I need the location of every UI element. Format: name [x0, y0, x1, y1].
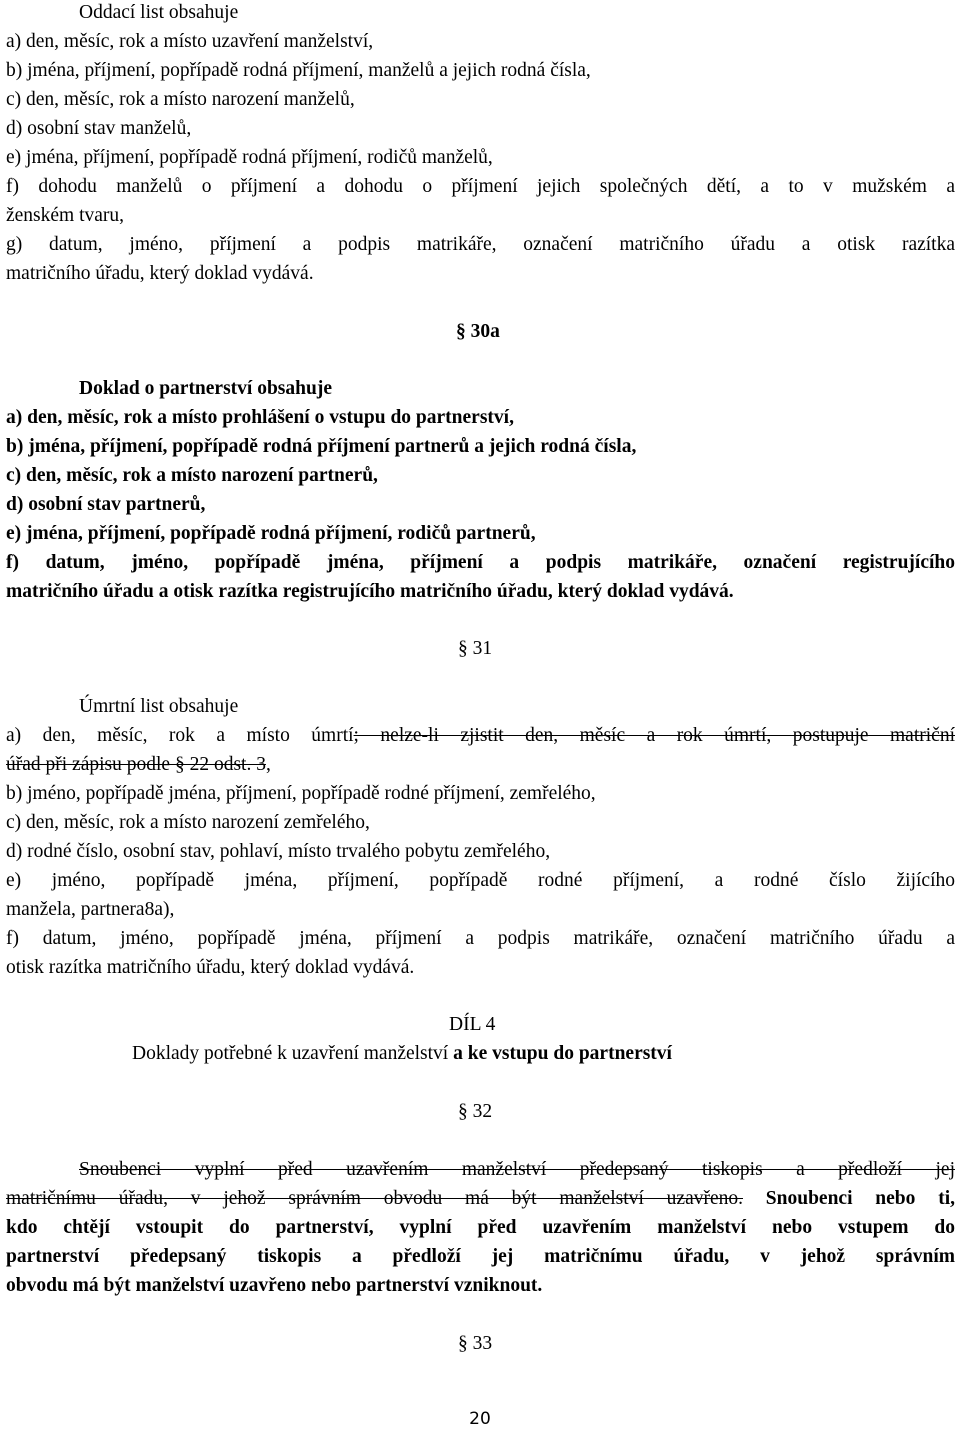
- partnership-item-b: b) jména, příjmení, popřípadě rodná příjmení partnerů a jejich rodná čísla,: [6, 436, 637, 457]
- marriage-item-g-line1: g) datum, jméno, příjmení a podpis matrikáře, označení matričního úřadu a otisk razítka: [6, 234, 955, 255]
- death-item-a-struck-text: ; nelze-li zjistit den, měsíc a rok úmrtí, postupuje matriční: [353, 725, 955, 746]
- part-4-subtitle-plain: Doklady potřebné k uzavření manželství: [132, 1043, 449, 1064]
- death-item-d: d) rodné číslo, osobní stav, pohlaví, místo trvalého pobytu zemřelého,: [6, 841, 551, 862]
- partnership-item-e: e) jména, příjmení, popřípadě rodná příjmení, rodičů partnerů,: [6, 523, 536, 544]
- page-number: 20: [469, 1409, 491, 1429]
- part-4-subtitle: [132, 1043, 672, 1065]
- death-item-a-text: a) den, měsíc, rok a místo úmrtí: [6, 725, 354, 746]
- death-item-e-line1: e) jméno, popřípadě jména, příjmení, popřípadě rodné příjmení, a rodné číslo žijícího: [6, 870, 955, 891]
- death-item-b: b) jméno, popřípadě jména, příjmení, popřípadě rodné příjmení, zemřelého,: [6, 783, 596, 804]
- death-item-a-line2: [6, 754, 271, 776]
- death-item-c: c) den, měsíc, rok a místo narození zemřelého,: [6, 812, 370, 833]
- section-32-line3: kdo chtějí vstoupit do partnerství, vyplní před uzavřením manželství nebo vstupem do: [6, 1217, 955, 1238]
- marriage-item-e: e) jména, příjmení, popřípadě rodná příjmení, rodičů manželů,: [6, 147, 493, 168]
- death-item-e-line2: manžela, partnera8a),: [6, 899, 175, 920]
- partnership-item-d: d) osobní stav partnerů,: [6, 494, 206, 515]
- section-32-line4: partnerství předepsaný tiskopis a předloží jej matričnímu úřadu, v jehož správním: [6, 1246, 955, 1267]
- death-extract-heading: Úmrtní list obsahuje: [79, 696, 239, 717]
- section-31-number: § 31: [458, 638, 493, 659]
- marriage-item-f-line1: f) dohodu manželů o příjmení a dohodu o příjmení jejich společných dětí, a to v mužském a: [6, 176, 955, 197]
- marriage-extract-heading: Oddací list obsahuje: [79, 2, 239, 23]
- partnership-item-c: c) den, měsíc, rok a místo narození partnerů,: [6, 465, 378, 486]
- marriage-item-b: b) jména, příjmení, popřípadě rodná příjmení, manželů a jejich rodná čísla,: [6, 60, 591, 81]
- marriage-item-d: d) osobní stav manželů,: [6, 118, 192, 139]
- death-item-f-line2: otisk razítka matričního úřadu, který doklad vydává.: [6, 957, 415, 978]
- partnership-heading: Doklad o partnerství obsahuje: [79, 378, 332, 399]
- marriage-item-f-line2: ženském tvaru,: [6, 205, 125, 226]
- death-item-a-comma: ,: [265, 754, 271, 775]
- section-32-line5: obvodu má být manželství uzavřeno nebo partnerství vzniknout.: [6, 1275, 543, 1296]
- part-4-subtitle-bold: a ke vstupu do partnerství: [448, 1043, 672, 1064]
- section-32-number: § 32: [458, 1101, 493, 1122]
- section-33-number: § 33: [458, 1333, 493, 1354]
- section-32-struck-text: matričnímu úřadu, v jehož správním obvodu má být manželství uzavřeno.: [6, 1188, 743, 1209]
- partnership-item-f-line2: matričního úřadu a otisk razítka registrujícího matričního úřadu, který doklad vydává.: [6, 581, 734, 602]
- death-item-f-line1: f) datum, jméno, popřípadě jména, příjmení a podpis matrikáře, označení matričního úřadu a: [6, 928, 955, 949]
- marriage-item-a: a) den, měsíc, rok a místo uzavření manželství,: [6, 31, 374, 52]
- section-32-struck-line1: Snoubenci vyplní před uzavřením manželství předepsaný tiskopis a předloží jej: [79, 1159, 955, 1180]
- part-4-title: DÍL 4: [449, 1014, 496, 1035]
- marriage-item-g-line2: matričního úřadu, který doklad vydává.: [6, 263, 314, 284]
- partnership-item-f-line1: f) datum, jméno, popřípadě jména, příjmení a podpis matrikáře, označení registrujícího: [6, 552, 955, 573]
- death-item-a-line1: [6, 725, 955, 747]
- section-32-line2: [6, 1188, 955, 1210]
- partnership-item-a: a) den, měsíc, rok a místo prohlášení o vstupu do partnerství,: [6, 407, 514, 428]
- section-32-bold-text: Snoubenci nebo ti,: [743, 1188, 955, 1209]
- marriage-item-c: c) den, měsíc, rok a místo narození manželů,: [6, 89, 355, 110]
- death-item-a-struck-text-2: úřad při zápisu podle § 22 odst. 3: [6, 754, 266, 775]
- section-30a-number: § 30a: [456, 321, 500, 342]
